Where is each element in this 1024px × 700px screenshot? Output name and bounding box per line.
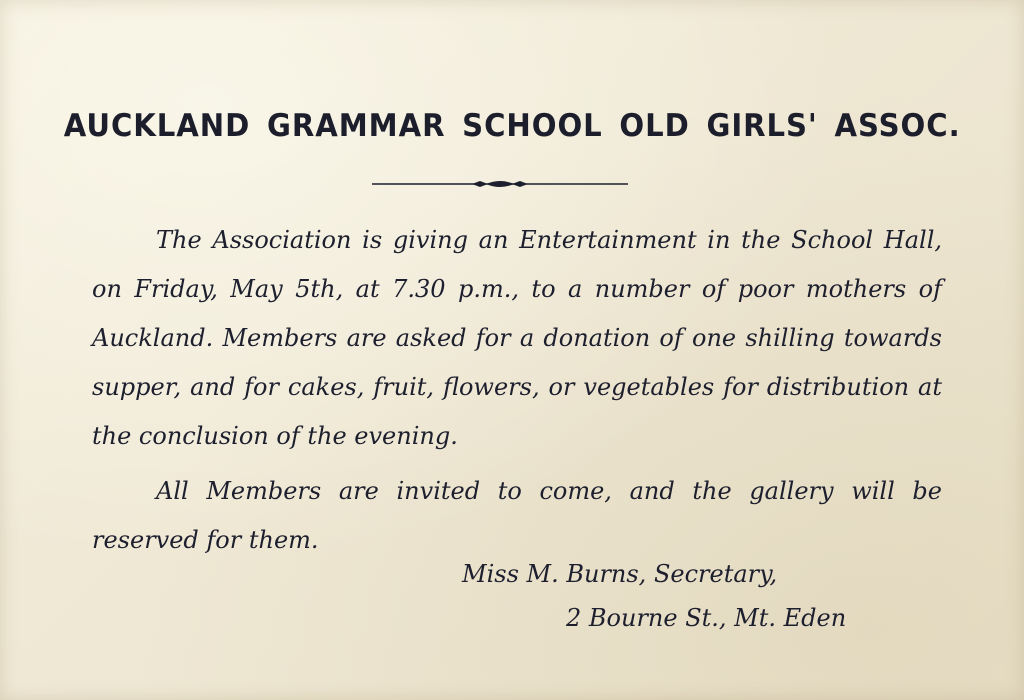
signature-name: Miss M. Burns, Secretary,	[462, 560, 778, 588]
card-body	[92, 216, 942, 565]
ornamental-divider	[372, 176, 628, 192]
paragraph-event-details: The Association is giving an Entertainment in the School Hall, on Friday, May 5th, at 7.30 p.m., to a number of poor mothers of Auckland. Members are asked for a donation of one shilling towards supper, and for cakes, fruit, flowers, or vegetables for distribution at the conclusion of the evening.	[92, 226, 942, 450]
paragraph-invitation: All Members are invited to come, and the gallery will be reserved for them.	[92, 477, 942, 554]
signature-address: 2 Bourne St., Mt. Eden	[566, 604, 847, 632]
card-heading: AUCKLAND GRAMMAR SCHOOL OLD GIRLS' ASSOC.	[63, 108, 961, 144]
